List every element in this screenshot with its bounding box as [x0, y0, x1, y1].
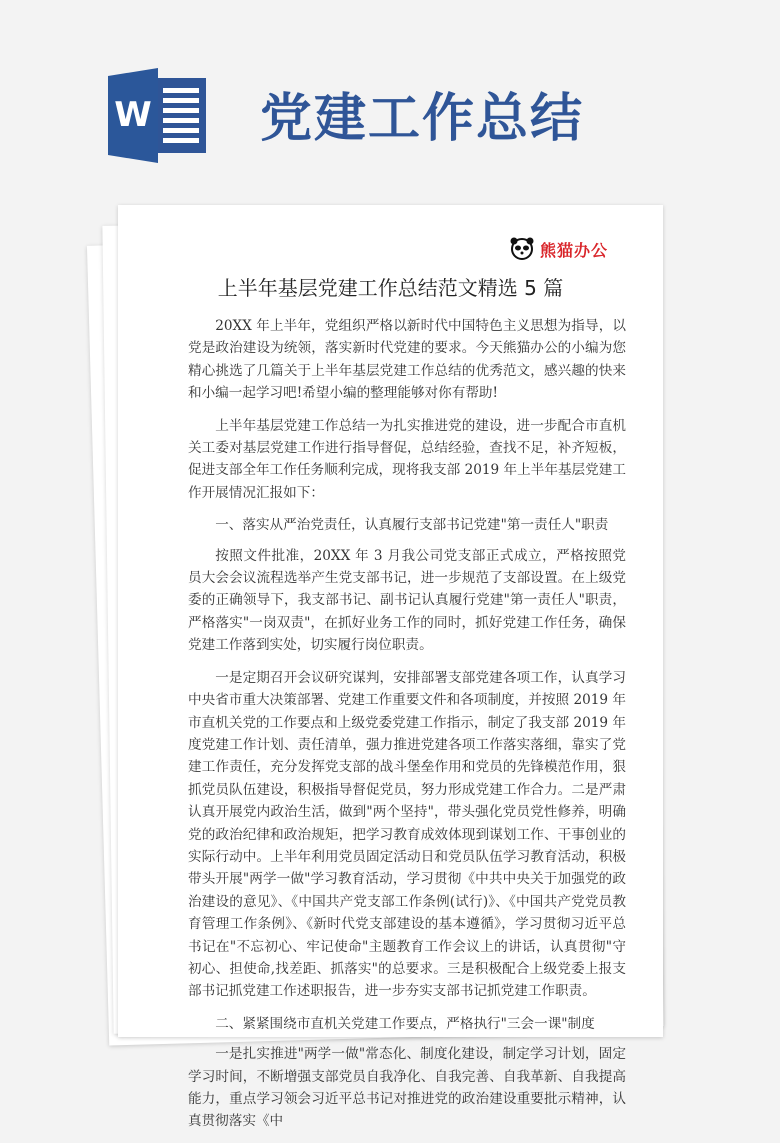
paragraph: 一是扎实推进"两学一做"常态化、制度化建设，制定学习计划，固定学习时间，不断增强支部党员自我净化、自我完善、自我革新、自我提高能力，重点学习领会习近平总书记对推进党的政治建设重要批示精神，认真贯彻落实《中: [188, 1046, 626, 1130]
document-body: [188, 315, 626, 1143]
section-heading: 一、落实从严治党责任，认真履行支部书记党建"第一责任人"职责: [215, 517, 609, 534]
paragraph: 上半年基层党建工作总结一为扎实推进党的建设，进一步配合市直机关工委对基层党建工作进行指导督促，总结经验，查找不足，补齐短板，促进支部全年工作任务顺利完成，现将我支部 2019 年上半年基层党建工作开展情况汇报如下：: [188, 417, 626, 501]
paragraph: 一是定期召开会议研究谋判，安排部署支部党建各项工作，认真学习中央省市重大决策部署、党建工作重要文件和各项制度，并按照 2019 年市直机关党的工作要点和上级党委党建工作指示，制定了我支部 2019 年度党建工作计划、责任清单，强力推进党建各项工作落实落细，靠实了党建工作责任，充分发挥党支部的战斗堡垒作用和党员的先锋模范作用，狠抓党员队伍建设，积极指导督促党员，努力形成党建工作合力。二是严肃认真开展党内政治生活，做到"两个坚持"，带头强化党员党性修养，明确党的政治纪律和政治规矩，把学习教育成效体现到谋划工作、干事创业的实际行动中。上半年利用党员固定活动日和党员队伍学习教育活动，积极带头开展"两学一做"学习教育活动，学习贯彻《中共中央关于加强党的政治建设的意见》、《中国共产党支部工作条例(试行)》、《中国共产党党员教育管理工作条例》、《新时代党支部建设的基本遵循》，学习贯彻习近平总书记在"不忘初心、牢记使命"主题教育工作会议上的讲话，认真贯彻"守初心、担使命,找差距、抓落实"的总要求。三是积极配合上级党委上报支部书记抓党建工作述职报告，进一步夯实支部书记抓党建工作职责。: [188, 669, 626, 1000]
brand-logo: [510, 237, 608, 261]
paragraph: 20XX 年上半年，党组织严格以新时代中国特色主义思想为指导，以党是政治建设为统领，落实新时代党建的要求。今天熊猫办公的小编为您精心挑选了几篇关于上半年基层党建工作总结的优秀范文，感兴趣的快来和小编一起学习吧!希望小编的整理能够对你有帮助!: [188, 318, 626, 402]
word-icon: [108, 68, 208, 163]
paragraph: 按照文件批准，20XX 年 3 月我公司党支部正式成立，严格按照党员大会会议流程选举产生党支部书记，进一步规范了支部设置。在上级党委的正确领导下，我支部书记、副书记认真履行党建"第一责任人"职责，严格落实"一岗双责"，在抓好业务工作的同时，抓好党建工作任务，确保党建工作落到实处，切实履行岗位职责。: [188, 547, 626, 654]
panda-icon: [510, 237, 534, 261]
document-title: 上半年基层党建工作总结范文精选 5 篇: [217, 276, 564, 300]
section-heading: 二、紧紧围绕市直机关党建工作要点，严格执行"三会一课"制度: [215, 1015, 595, 1032]
header-title: 党建工作总结: [260, 88, 585, 149]
brand-name: 熊猫办公: [540, 240, 609, 260]
svg-text:W: W: [114, 95, 152, 135]
